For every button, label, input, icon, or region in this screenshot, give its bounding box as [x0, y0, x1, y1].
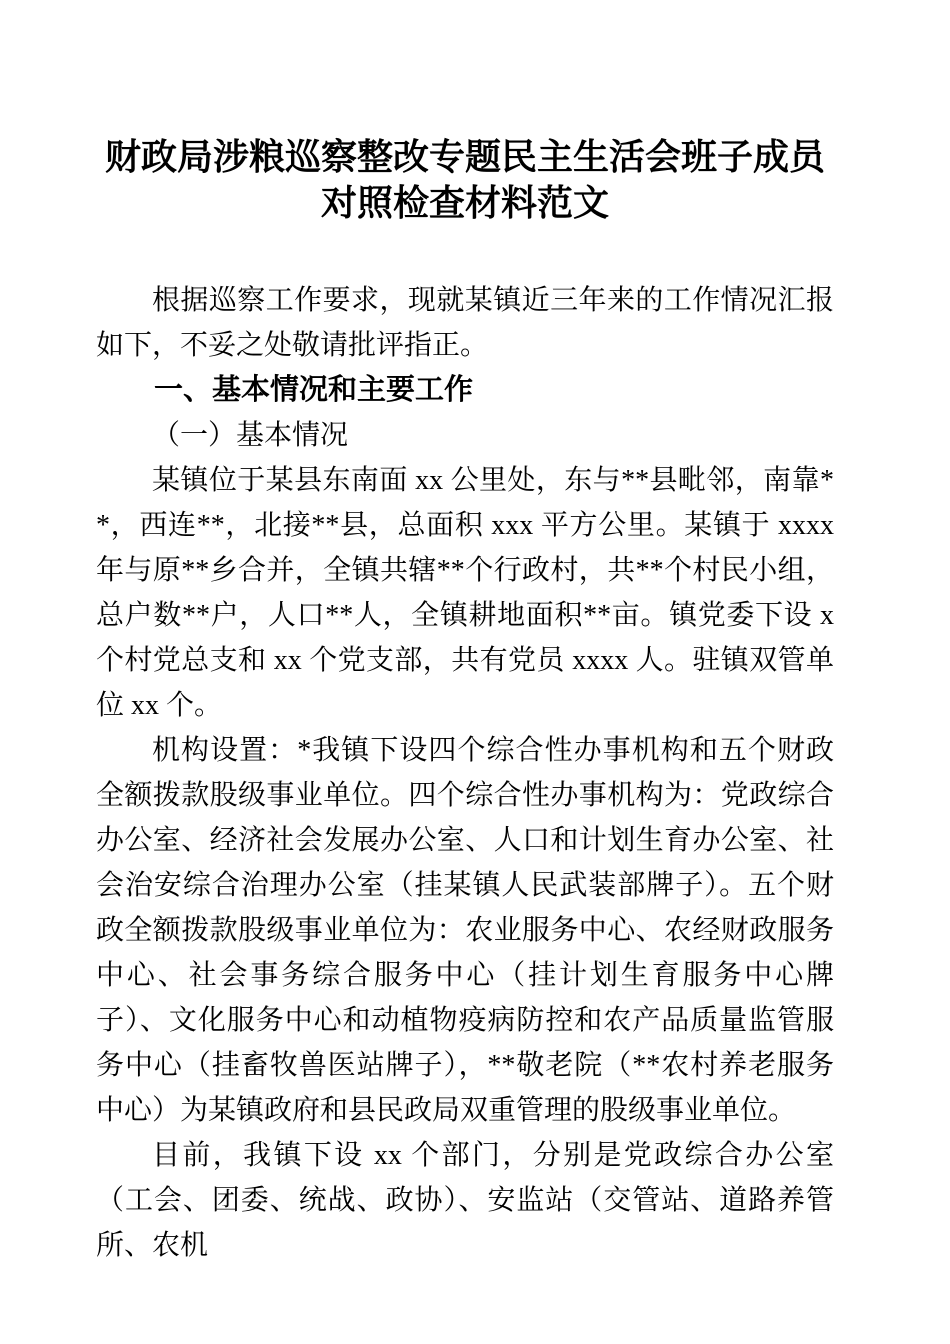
paragraph-intro: 根据巡察工作要求，现就某镇近三年来的工作情况汇报如下，不妥之处敬请批评指正。	[96, 285, 834, 361]
document-content	[96, 134, 834, 1268]
subsection-heading-1-1: （一）基本情况	[152, 420, 349, 451]
paragraph-town-overview: 某镇位于某县东南面 xx 公里处，东与**县毗邻，南靠**，西连**，北接**县，总面积 xxx 平方公里。某镇于 xxxx 年与原**乡合并，全镇共辖**个行政村，共**个村民小组，总户数**户，人口**人，全镇耕地面积**亩。镇党委下设 x 个村党总支和 xx 个党支部，共有党员 xxxx 人。驻镇双管单位 xx 个。	[96, 465, 834, 721]
paragraph-departments: 目前，我镇下设 xx 个部门，分别是党政综合办公室（工会、团委、统战、政协）、安监站（交管站、道路养管所、农机	[96, 1140, 834, 1261]
paragraph-institution-setup: 机构设置：*我镇下设四个综合性办事机构和五个财政全额拨款股级事业单位。四个综合性办事机构为：党政综合办公室、经济社会发展办公室、人口和计划生育办公室、社会治安综合治理办公室（挂某镇人民武装部牌子）。五个财政全额拨款股级事业单位为：农业服务中心、农经财政服务中心、社会事务综合服务中心（挂计划生育服务中心牌子）、文化服务中心和动植物疫病防控和农产品质量监管服务中心（挂畜牧兽医站牌子），**敬老院（**农村养老服务中心）为某镇政府和县民政局双重管理的股级事业单位。	[96, 735, 834, 1126]
section-heading-1: 一、基本情况和主要工作	[154, 374, 474, 406]
document-title: 财政局涉粮巡察整改专题民主生活会班子成员对照检查材料范文	[104, 137, 825, 223]
